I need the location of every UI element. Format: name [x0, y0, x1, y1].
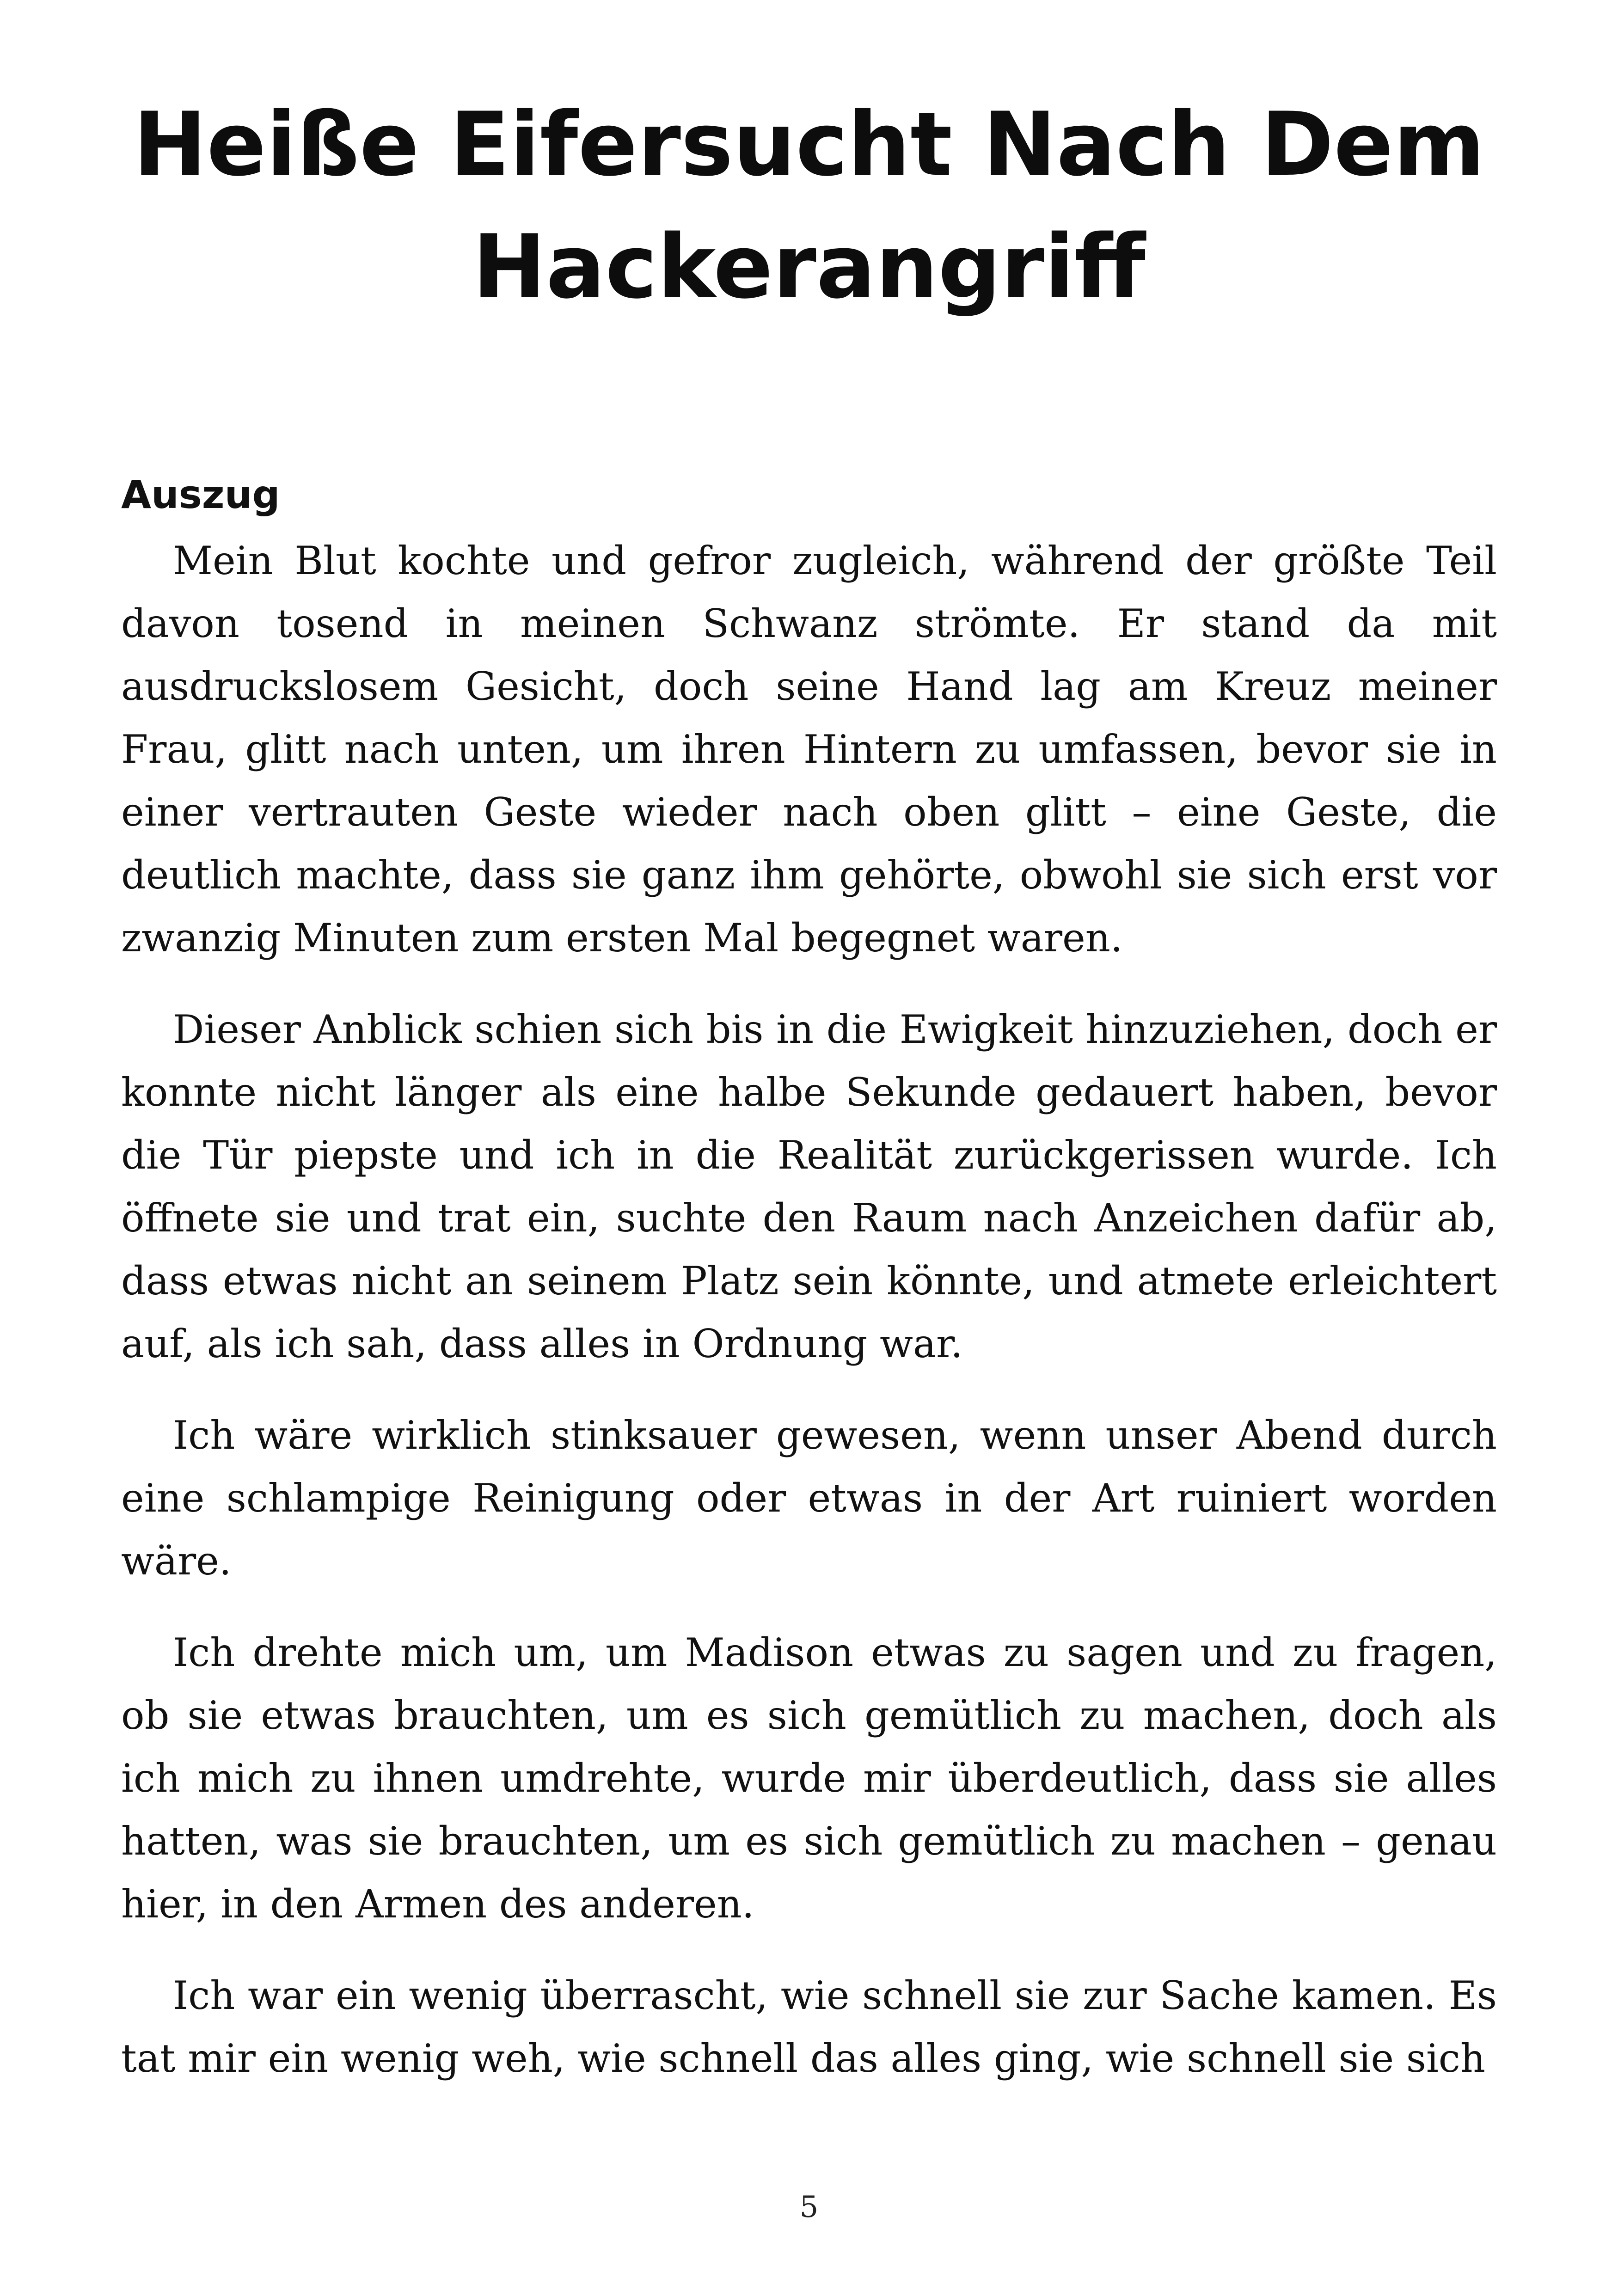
paragraph: Ich drehte mich um, um Madison etwas zu sagen und zu fragen, ob sie etwas brauchten, um es sich gemütlich zu machen, doch als ich mich zu ihnen umdrehte, wurde mir überdeutlich, dass sie alles hatten, was sie brauchten, um es sich gemütlich zu machen – genau hier, in den Armen des anderen. [121, 1630, 1497, 1927]
paragraph: Ich war ein wenig überrascht, wie schnell sie zur Sache kamen. Es tat mir ein wenig weh, wie schnell das alles ging, wie schnell sie sich [121, 1973, 1497, 2081]
body-text [121, 529, 1497, 2118]
section-label: Auszug [121, 472, 280, 517]
paragraph: Ich wäre wirklich stinksauer gewesen, wenn unser Abend durch eine schlampige Reinigung oder etwas in der Art ruiniert worden wäre. [121, 1413, 1497, 1584]
paragraph: Mein Blut kochte und gefror zugleich, während der größte Teil davon tosend in meinen Schwanz strömte. Er stand da mit ausdruckslosem Gesicht, doch seine Hand lag am Kreuz meiner Frau, glitt nach unten, um ihren Hintern zu umfassen, bevor sie in einer vertrauten Geste wieder nach oben glitt – eine Geste, die deutlich machte, dass sie ganz ihm gehörte, obwohl sie sich erst vor zwanzig Minuten zum ersten Mal begegnet waren. [121, 538, 1497, 961]
page-title: Heiße Eifersucht Nach Dem Hackerangriff [133, 93, 1485, 318]
page-number: 5 [799, 2190, 819, 2224]
paragraph: Dieser Anblick schien sich bis in die Ewigkeit hinzuziehen, doch er konnte nicht länger als eine halbe Sekunde gedauert haben, bevor die Tür piepste und ich in die Realität zurückgerissen wurde. Ich öffnete sie und trat ein, suchte den Raum nach Anzeichen dafür ab, dass etwas nicht an seinem Platz sein könnte, und atmete erleichtert auf, als ich sah, dass alles in Ordnung war. [121, 1007, 1497, 1366]
